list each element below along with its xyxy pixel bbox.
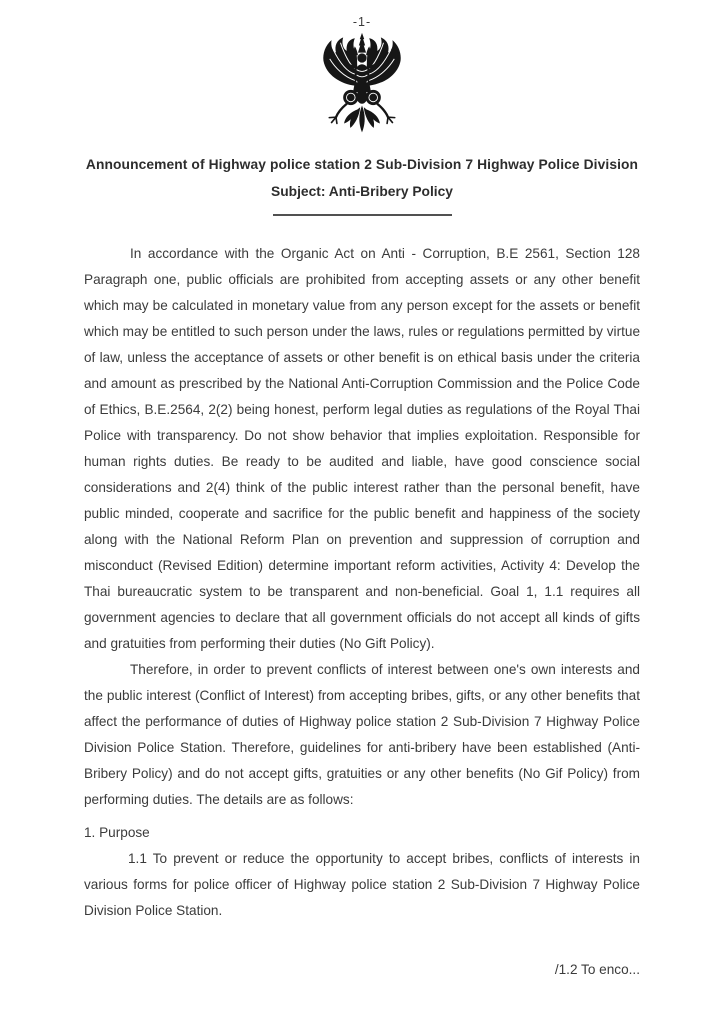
emblem-container: [0, 32, 724, 136]
document-body: [0, 241, 724, 924]
section-item-1-1: 1.1 To prevent or reduce the opportunity to accept bribes, conflicts of interests in various forms for police officer of Highway police station 2 Sub-Division 7 Highway Police Division Police Station.: [84, 851, 640, 918]
section-heading-purpose: 1. Purpose: [84, 825, 150, 840]
paragraph-therefore: Therefore, in order to prevent conflicts of interest between one's own interests and the public interest (Conflict of Interest) from accepting bribes, gifts, or any other benefits that affect the performance of duties of Highway police station 2 Sub-Division 7 Highway Police Division Police Station. Therefore, guidelines for anti-bribery have been established (Anti-Bribery Policy) and do not accept gifts, gratuities or any other benefits (No Gif Policy) from performing duties. The details are as follows:: [84, 662, 640, 807]
document-title: Announcement of Highway police station 2 Sub-Division 7 Highway Police Division: [85, 157, 639, 172]
document-subject: Subject: Anti-Bribery Policy: [271, 184, 453, 199]
page-number: -1-: [352, 15, 372, 29]
paragraph-organic-act: In accordance with the Organic Act on Anti - Corruption, B.E 2561, Section 128 Paragraph one, public officials are prohibited from accepting assets or any other benefit which may be calculated in monetary value from any person except for the assets or benefit which may be entitled to such person under the laws, rules or regulations permitted by virtue of law, unless the acceptance of assets or other benefit is on ethical basis under the criteria and amount as prescribed by the National Anti-Corruption Commission and the Police Code of Ethics, B.E.2564, 2(2) being honest, perform legal duties as regulations of the Royal Thai Police with transparency. Do not show behavior that implies exploitation. Responsible for human rights duties. Be ready to be audited and liable, have good conscience social considerations and 2(4) think of the public interest rather than the personal benefit, have public minded, cooperate and sacrifice for the public benefit and happiness of the society along with the National Reform Plan on prevention and suppression of corruption and misconduct (Revised Edition) determine important reform activities, Activity 4: Develop the Thai bureaucratic system to be transparent and non-beneficial. Goal 1, 1.1 requires all government agencies to declare that all government officials do not accept all kinds of gifts and gratuities from performing their duties (No Gift Policy).: [84, 246, 640, 651]
title-divider: [273, 214, 452, 216]
garuda-emblem-icon: [317, 32, 407, 136]
page-continuation-note: /1.2 To enco...: [554, 962, 640, 977]
